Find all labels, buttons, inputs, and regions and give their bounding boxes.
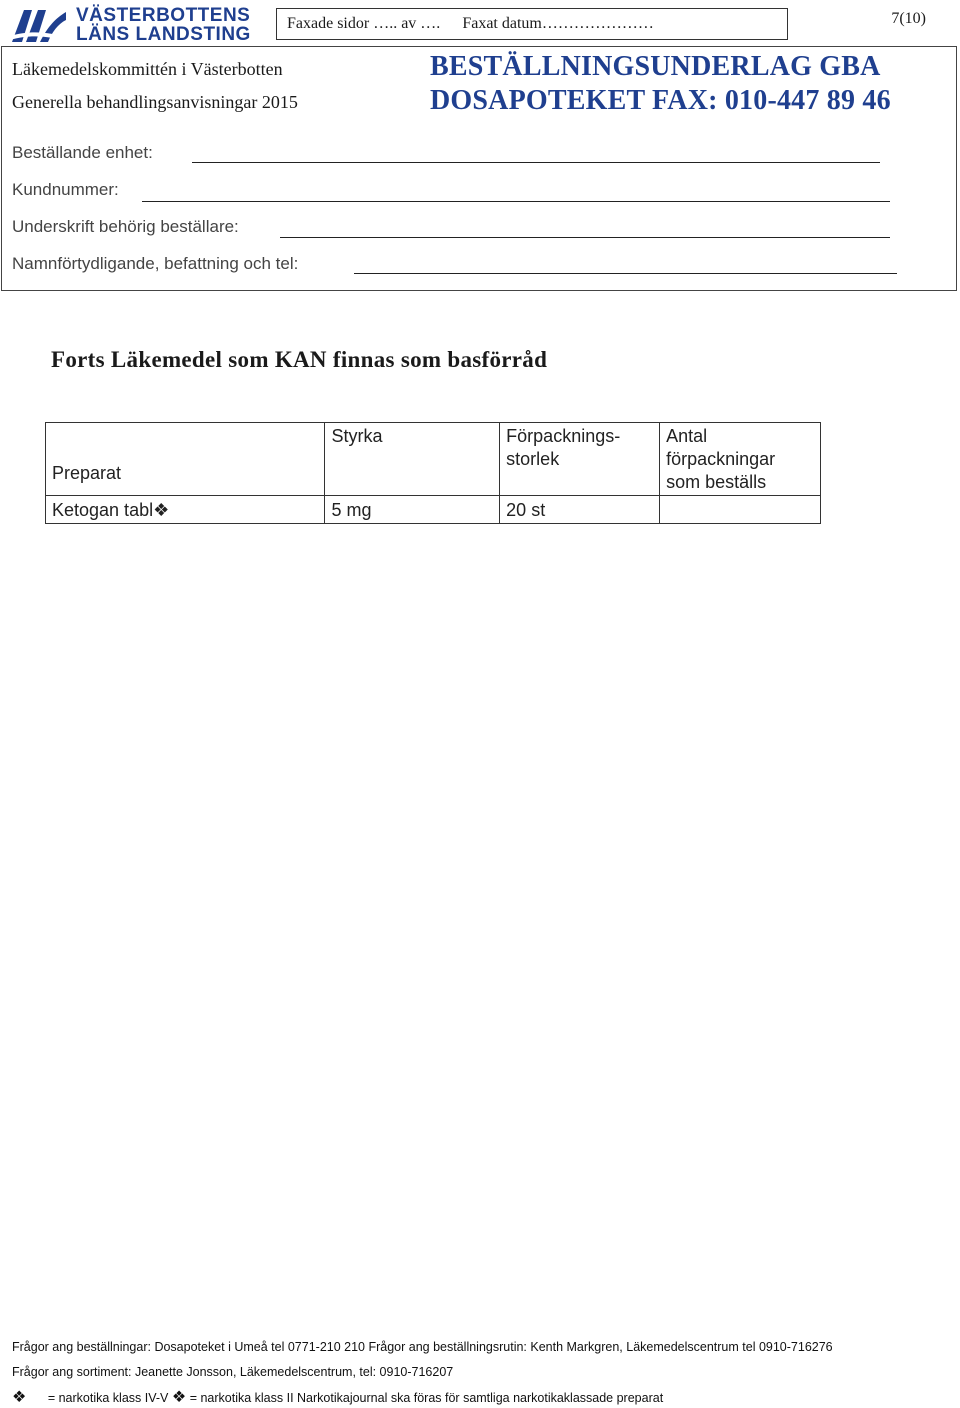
fax-date-field[interactable]: Faxat datum………………… [462, 15, 654, 32]
narcotics-class-icon: ❖ [153, 500, 170, 520]
antal-header-line1: Antal [666, 426, 708, 446]
name-title-phone-field-line[interactable] [354, 273, 897, 274]
preparat-cell [46, 496, 325, 524]
organization-logo [10, 5, 251, 46]
document-subtitle: Generella behandlingsanvisningar 2015 [12, 92, 298, 112]
preparat-name: Ketogan tabl [52, 500, 154, 520]
customer-number-label: Kundnummer: [12, 180, 119, 199]
antal-header-line2: förpackningar [666, 449, 776, 469]
organization-name: Läkemedelskommittén i Västerbotten [12, 59, 283, 79]
footer-legend [12, 1387, 663, 1407]
antal-input-cell[interactable] [660, 496, 821, 524]
column-header-preparat: Preparat [46, 423, 325, 496]
legend-text-class-ii: = narkotika klass II Narkotikajournal ska föras för samtliga narkotikaklassade preparat [189, 1391, 664, 1405]
signature-label: Underskrift behörig beställare: [12, 217, 239, 236]
table-header-row [46, 423, 821, 496]
forp-header-line1: Förpacknings- [506, 426, 621, 446]
fax-pages-field[interactable]: Faxade sidor ….. av …. [287, 15, 441, 32]
column-header-antal [660, 423, 821, 496]
page-number: 7(10) [891, 10, 926, 27]
narcotics-class-iv-v-icon: ❖ [12, 1389, 27, 1406]
signature-field-line[interactable] [280, 237, 890, 238]
column-header-forpackningsstorlek [500, 423, 660, 496]
unit-field-line[interactable] [192, 162, 880, 163]
name-title-phone-label: Namnförtydligande, befattning och tel: [12, 254, 299, 273]
logo-text-line1: VÄSTERBOTTENS [76, 5, 251, 26]
unit-label: Beställande enhet: [12, 143, 153, 162]
column-header-styrka: Styrka [325, 423, 500, 496]
legend-text-class-iv-v: = narkotika klass IV-V [47, 1391, 169, 1405]
fax-number-title: DOSAPOTEKET FAX: 010-447 89 46 [430, 85, 891, 116]
narcotics-class-ii-icon: ❖ [171, 1389, 187, 1406]
forpackningsstorlek-cell: 20 st [500, 496, 660, 524]
forp-header-line2: storlek [506, 449, 560, 469]
styrka-cell: 5 mg [325, 496, 500, 524]
order-table [45, 422, 821, 524]
antal-header-line3: som beställs [666, 472, 767, 492]
order-header-panel [1, 46, 957, 291]
footer-order-questions: Frågor ang beställningar: Dosapoteket i Umeå tel 0771-210 210 Frågor ang beställningsrutin: Kenth Markgren, Läkemedelscentrum tel 0910-716276 [12, 1340, 833, 1354]
logo-text-line2: LÄNS LANDSTING [76, 24, 251, 45]
fax-info-box [276, 8, 788, 40]
footer-assortment-questions: Frågor ang sortiment: Jeanette Jonsson, Läkemedelscentrum, tel: 0910-716207 [12, 1365, 454, 1379]
section-title: Forts Läkemedel som KAN finnas som basförråd [51, 347, 548, 372]
table-row [46, 496, 821, 524]
logo-mark-icon [10, 6, 68, 46]
customer-number-field-line[interactable] [142, 201, 890, 202]
document-title: BESTÄLLNINGSUNDERLAG GBA [430, 51, 881, 82]
